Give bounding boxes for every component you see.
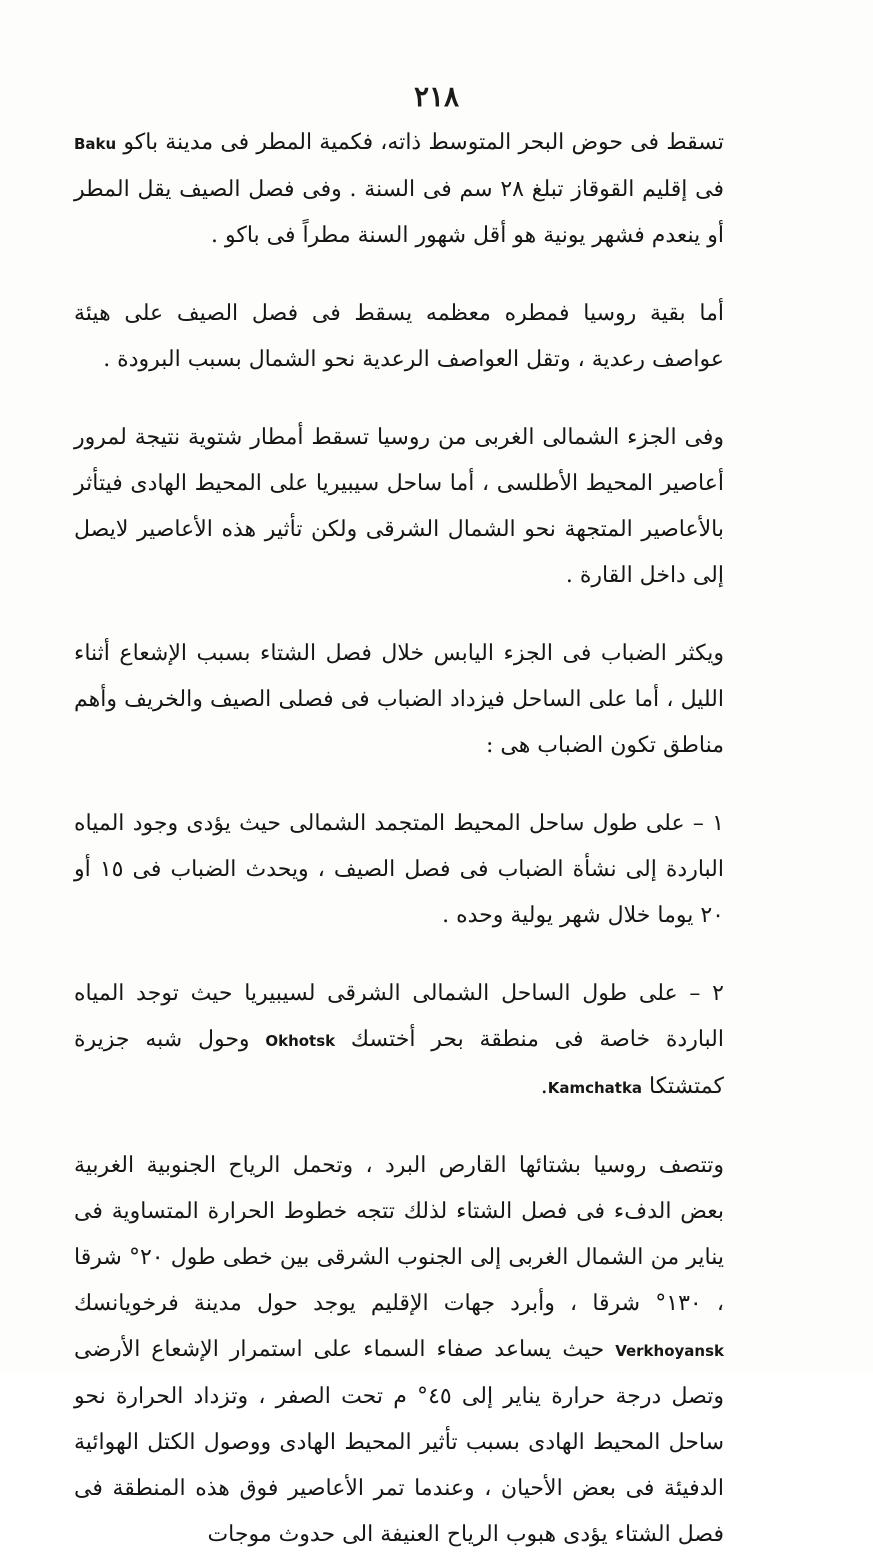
paragraph-text: وحول شبه جزيرة كمتشتكا	[74, 1027, 724, 1099]
paragraph-text: وفى الجزء الشمالى الغربى من روسيا تسقط أمطار شتوية نتيجة لمرور أعاصير المحيط الأطلسى ، أما ساحل سيبيريا على المحيط الهادى فيتأثر بالأعاصير المتجهة نحو الشمال الشرقى ولكن تأثير هذه الأعاصير لايصل إلى داخل القارة .	[74, 425, 724, 588]
paragraph-text: ويكثر الضباب فى الجزء اليابس خلال فصل الشتاء بسبب الإشعاع أثناء الليل ، أما على الساحل فيزداد الضباب فى فصلى الصيف والخريف وأهم مناطق تكون الضباب هى :	[74, 641, 724, 758]
page-number: ٢١٨	[413, 80, 460, 113]
paragraph-text: ١ – على طول ساحل المحيط المتجمد الشمالى حيث يؤدى وجود المياه الباردة إلى نشأة الضباب فى فصل الصيف ، ويحدث الضباب فى ١٥ أو ٢٠ يوما خلال شهر يولية وحده .	[74, 811, 724, 928]
paragraph	[74, 971, 724, 1111]
paragraph	[74, 801, 724, 939]
latin-term: Kamchatka	[547, 1079, 643, 1097]
paragraph-text: حيث يساعد صفاء السماء على استمرار الإشعاع الأرضى وتصل درجة حرارة يناير إلى ٤٥° م تحت الصفر ، وتزداد الحرارة نحو ساحل المحيط الهادى بسبب تأثير المحيط الهادى ووصول الكتل الهوائية الدفيئة فى بعض الأحيان ، وعندما تمر الأعاصير فوق هذه المنطقة فى فصل الشتاء يؤدى هبوب الرياح العنيفة الى حدوث موجات	[74, 1337, 724, 1547]
paragraph	[74, 120, 724, 259]
paragraph	[74, 1143, 724, 1558]
paragraph-text: أما بقية روسيا فمطره معظمه يسقط فى فصل الصيف على هيئة عواصف رعدية ، وتقل العواصف الرعدية نحو الشمال بسبب البرودة .	[74, 301, 724, 372]
paragraph-text: ٢ – على طول الساحل الشمالى الشرقى لسيبيريا حيث توجد المياه الباردة خاصة فى منطقة بحر أختسك	[74, 981, 724, 1052]
latin-term: Okhotsk	[265, 1032, 336, 1050]
paragraph	[74, 631, 724, 769]
paragraph-text: .	[540, 1074, 548, 1099]
paragraph	[74, 415, 724, 599]
paragraph-text: تسقط فى حوض البحر المتوسط ذاته، فكمية المطر فى مدينة باكو	[116, 130, 724, 155]
latin-term: Verkhoyansk	[615, 1342, 724, 1360]
paragraph-text: وتتصف روسيا بشتائها القارص البرد ، وتحمل الرياح الجنوبية الغربية بعض الدفء فى فصل الشتاء لذلك تتجه خطوط الحرارة المتساوية فى يناير من الشمال الغربى إلى الجنوب الشرقى بين خطى طول ٢٠° شرقا ، ١٣٠° شرقا ، وأبرد جهات الإقليم يوجد حول مدينة فرخويانسك	[74, 1153, 724, 1316]
latin-term: Baku	[74, 135, 117, 153]
paragraph	[74, 291, 724, 383]
body-text	[74, 120, 724, 1558]
paragraph-text: فى إقليم القوقاز تبلغ ٢٨ سم فى السنة . وفى فصل الصيف يقل المطر أو ينعدم فشهر يونية هو أقل شهور السنة مطراً فى باكو .	[74, 177, 724, 248]
